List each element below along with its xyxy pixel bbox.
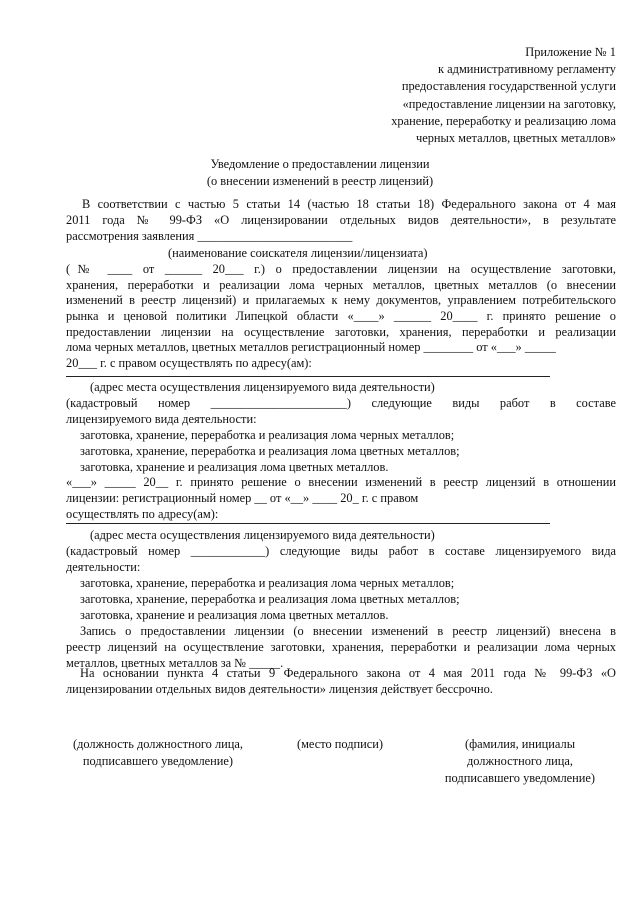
title-line: Уведомление о предоставлении лицензии: [210, 157, 430, 171]
body-line: реестр лицензий на осуществление заготовки, хранения, переработки и реализации лома черных: [66, 640, 616, 654]
body-line: лицензии: регистрационный номер __ от «__» ____ 20_ г. с правом: [66, 491, 419, 505]
body-line: 20___ г. с правом осуществлять по адресу(ам):: [66, 356, 312, 370]
body-line: (кадастровый номер ____________) следующие виды работ в составе лицензируемого вида: [66, 544, 616, 558]
caption-address: (адрес места осуществления лицензируемого вида деятельности): [90, 528, 435, 542]
signature-caption-line: подписавшего уведомление): [82, 754, 234, 768]
body-line: хранения, переработки и реализации лома черных металлов, цветных металлов (о внесении: [66, 278, 616, 292]
work-type-item: заготовка, хранение, переработка и реализация лома черных металлов;: [80, 428, 455, 442]
appendix-line: хранение, переработку и реализацию лома: [391, 113, 616, 128]
body-line: Запись о предоставлении лицензии (о внесении изменений в реестр лицензий) внесена в: [80, 624, 616, 638]
signature-caption-line: (фамилия, инициалы: [464, 737, 576, 751]
signature-caption-line: подписавшего уведомление): [444, 771, 596, 785]
body-line: деятельности:: [66, 560, 141, 574]
body-line: лицензировании отдельных видов деятельности» лицензия действует бессрочно.: [66, 682, 493, 696]
caption-address: (адрес места осуществления лицензируемого вида деятельности): [90, 380, 435, 394]
body-line: (№ ____ от ______ 20___ г.) о предоставлении лицензии на осуществление заготовки,: [66, 262, 616, 276]
body-line: В соответствии с частью 5 статьи 14 (частью 18 статьи 18) Федерального закона от 4 мая: [82, 197, 616, 211]
body-line: предоставлении лицензии на осуществление заготовки, хранения, переработки и реализации: [66, 325, 616, 339]
body-line: изменений в реестр лицензий) и прилагаемых к нему документов, управлением потребительского: [66, 293, 616, 307]
body-line: На основании пункта 4 статьи 9 Федерального закона от 4 мая 2011 года № 99-ФЗ «О: [80, 666, 616, 680]
address-blank-line: [66, 523, 550, 524]
appendix-header: [316, 44, 616, 147]
signature-place-caption: [280, 736, 400, 753]
appendix-line: «предоставление лицензии на заготовку,: [402, 96, 616, 111]
body-line: (кадастровый номер ______________________) следующие виды работ в составе: [66, 396, 616, 410]
body-line: «___» _____ 20__ г. принято решение о внесении изменений в реестр лицензий в отношении: [66, 475, 616, 489]
body-line: металлов, цветных металлов за № _____.: [66, 656, 284, 670]
work-type-item: заготовка, хранение и реализация лома цветных металлов.: [80, 608, 389, 622]
appendix-line: к административному регламенту: [438, 62, 616, 77]
body-line: лома черных металлов, цветных металлов регистрационный номер ________ от «___» _____: [66, 340, 556, 354]
appendix-line: предоставления государственной услуги: [401, 79, 616, 94]
signature-caption-line: должностного лица,: [466, 754, 574, 768]
body-line: рынка и ценовой политики Липецкой области «____» ______ 20____ г. принято решение о: [66, 309, 616, 323]
address-blank-line: [66, 376, 550, 377]
work-type-item: заготовка, хранение и реализация лома цветных металлов.: [80, 460, 389, 474]
body-line: 2011 года № 99-ФЗ «О лицензировании отдельных видов деятельности», в результате: [66, 213, 616, 227]
appendix-line: черных металлов, цветных металлов»: [416, 131, 616, 146]
signature-caption-line: (место подписи): [296, 737, 384, 751]
body-line: осуществлять по адресу(ам):: [66, 507, 219, 521]
work-type-item: заготовка, хранение, переработка и реализация лома цветных металлов;: [80, 592, 460, 606]
appendix-line: Приложение № 1: [525, 45, 616, 59]
document-title: [0, 156, 640, 190]
title-subline: (о внесении изменений в реестр лицензий): [206, 174, 434, 188]
work-type-item: заготовка, хранение, переработка и реализация лома цветных металлов;: [80, 444, 460, 458]
body-line: лицензируемого вида деятельности:: [66, 412, 257, 426]
signature-position-caption: [58, 736, 258, 770]
signature-name-caption: [420, 736, 620, 787]
signature-caption-line: (должность должностного лица,: [72, 737, 244, 751]
work-type-item: заготовка, хранение, переработка и реализация лома черных металлов;: [80, 576, 455, 590]
body-line: рассмотрения заявления _________________________: [66, 229, 353, 243]
caption-applicant: (наименование соискателя лицензии/лицензиата): [168, 246, 428, 260]
